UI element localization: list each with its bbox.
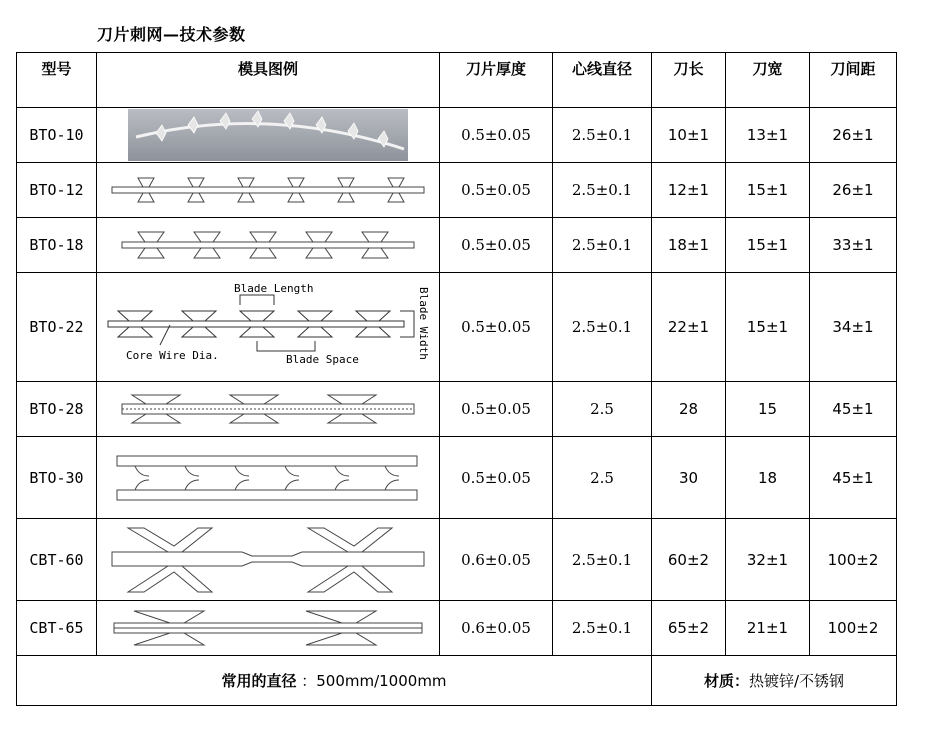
blade-diagram-bto-22 [97,273,440,382]
length-cell: 60±2 [652,519,726,601]
material-label: 材质： [703,672,749,690]
core-dia-cell: 2.5 [553,382,652,437]
table-row [17,273,897,382]
blade-space-label: Blade Space [286,353,359,366]
core-dia-cell: 2.5±0.1 [553,218,652,273]
space-cell: 100±2 [810,519,897,601]
blade-outline [113,446,423,510]
blade-outline [118,387,418,431]
blade-outline [118,225,418,265]
diameter-label: 常用的直径 [221,672,297,690]
table-row [17,601,897,656]
header-row [17,53,897,108]
table-row [17,108,897,163]
length-cell: 12±1 [652,163,726,218]
thickness-cell: 0.5±0.05 [440,273,553,382]
model-cell: BTO-30 [17,437,97,519]
blade-outline [108,524,428,596]
space-cell: 45±1 [810,382,897,437]
core-dia-cell: 2.5±0.1 [553,273,652,382]
header-thickness: 刀片厚度 [440,53,553,108]
material-value: 热镀锌/不锈钢 [748,672,845,690]
width-cell: 15 [726,382,810,437]
thickness-cell: 0.6±0.05 [440,519,553,601]
table-row [17,382,897,437]
blade-diagram-bto-10 [97,108,440,163]
table-row [17,437,897,519]
thickness-cell: 0.5±0.05 [440,163,553,218]
model-cell: CBT-60 [17,519,97,601]
header-blade-space: 刀间距 [810,53,897,108]
spec-table [16,52,897,706]
thickness-cell: 0.5±0.05 [440,382,553,437]
length-cell: 10±1 [652,108,726,163]
model-cell: BTO-22 [17,273,97,382]
blade-diagram-bto-28 [97,382,440,437]
model-cell: BTO-12 [17,163,97,218]
blade-diagram-bto-18 [97,218,440,273]
length-cell: 18±1 [652,218,726,273]
width-cell: 32±1 [726,519,810,601]
width-cell: 13±1 [726,108,810,163]
blade-photo [128,109,408,161]
diameter-note [17,656,652,706]
blade-width-label: Blade Width [417,287,430,360]
model-cell: CBT-65 [17,601,97,656]
core-dia-cell: 2.5±0.1 [553,519,652,601]
header-core-dia: 心线直径 [553,53,652,108]
space-cell: 33±1 [810,218,897,273]
footer-row [17,656,897,706]
width-cell: 18 [726,437,810,519]
blade-diagram-cbt-65 [97,601,440,656]
blade-outline [108,170,428,210]
width-cell: 15±1 [726,163,810,218]
blade-diagram-bto-12 [97,163,440,218]
header-blade-width: 刀宽 [726,53,810,108]
thickness-cell: 0.5±0.05 [440,108,553,163]
diameter-value: ：500mm/1000mm [301,672,447,690]
thickness-cell: 0.5±0.05 [440,218,553,273]
blade-dimension-diagram [100,277,436,377]
table-row [17,163,897,218]
core-dia-cell: 2.5 [553,437,652,519]
blade-diagram-cbt-60 [97,519,440,601]
header-blade-length: 刀长 [652,53,726,108]
page-title: 刀片刺网—技术参数 [97,25,246,44]
thickness-cell: 0.5±0.05 [440,437,553,519]
table-row [17,218,897,273]
table-row [17,519,897,601]
blade-outline [110,605,426,651]
header-diagram: 模具图例 [97,53,440,108]
blade-diagram-bto-30 [97,437,440,519]
length-cell: 28 [652,382,726,437]
space-cell: 45±1 [810,437,897,519]
core-dia-cell: 2.5±0.1 [553,163,652,218]
material-note [652,656,897,706]
core-dia-cell: 2.5±0.1 [553,108,652,163]
space-cell: 26±1 [810,108,897,163]
thickness-cell: 0.6±0.05 [440,601,553,656]
space-cell: 26±1 [810,163,897,218]
width-cell: 21±1 [726,601,810,656]
model-cell: BTO-28 [17,382,97,437]
model-cell: BTO-10 [17,108,97,163]
length-cell: 65±2 [652,601,726,656]
width-cell: 15±1 [726,218,810,273]
length-cell: 30 [652,437,726,519]
width-cell: 15±1 [726,273,810,382]
core-dia-cell: 2.5±0.1 [553,601,652,656]
length-cell: 22±1 [652,273,726,382]
space-cell: 34±1 [810,273,897,382]
space-cell: 100±2 [810,601,897,656]
header-model: 型号 [17,53,97,108]
model-cell: BTO-18 [17,218,97,273]
core-wire-label: Core Wire Dia. [126,349,219,362]
blade-length-label: Blade Length [234,282,314,295]
